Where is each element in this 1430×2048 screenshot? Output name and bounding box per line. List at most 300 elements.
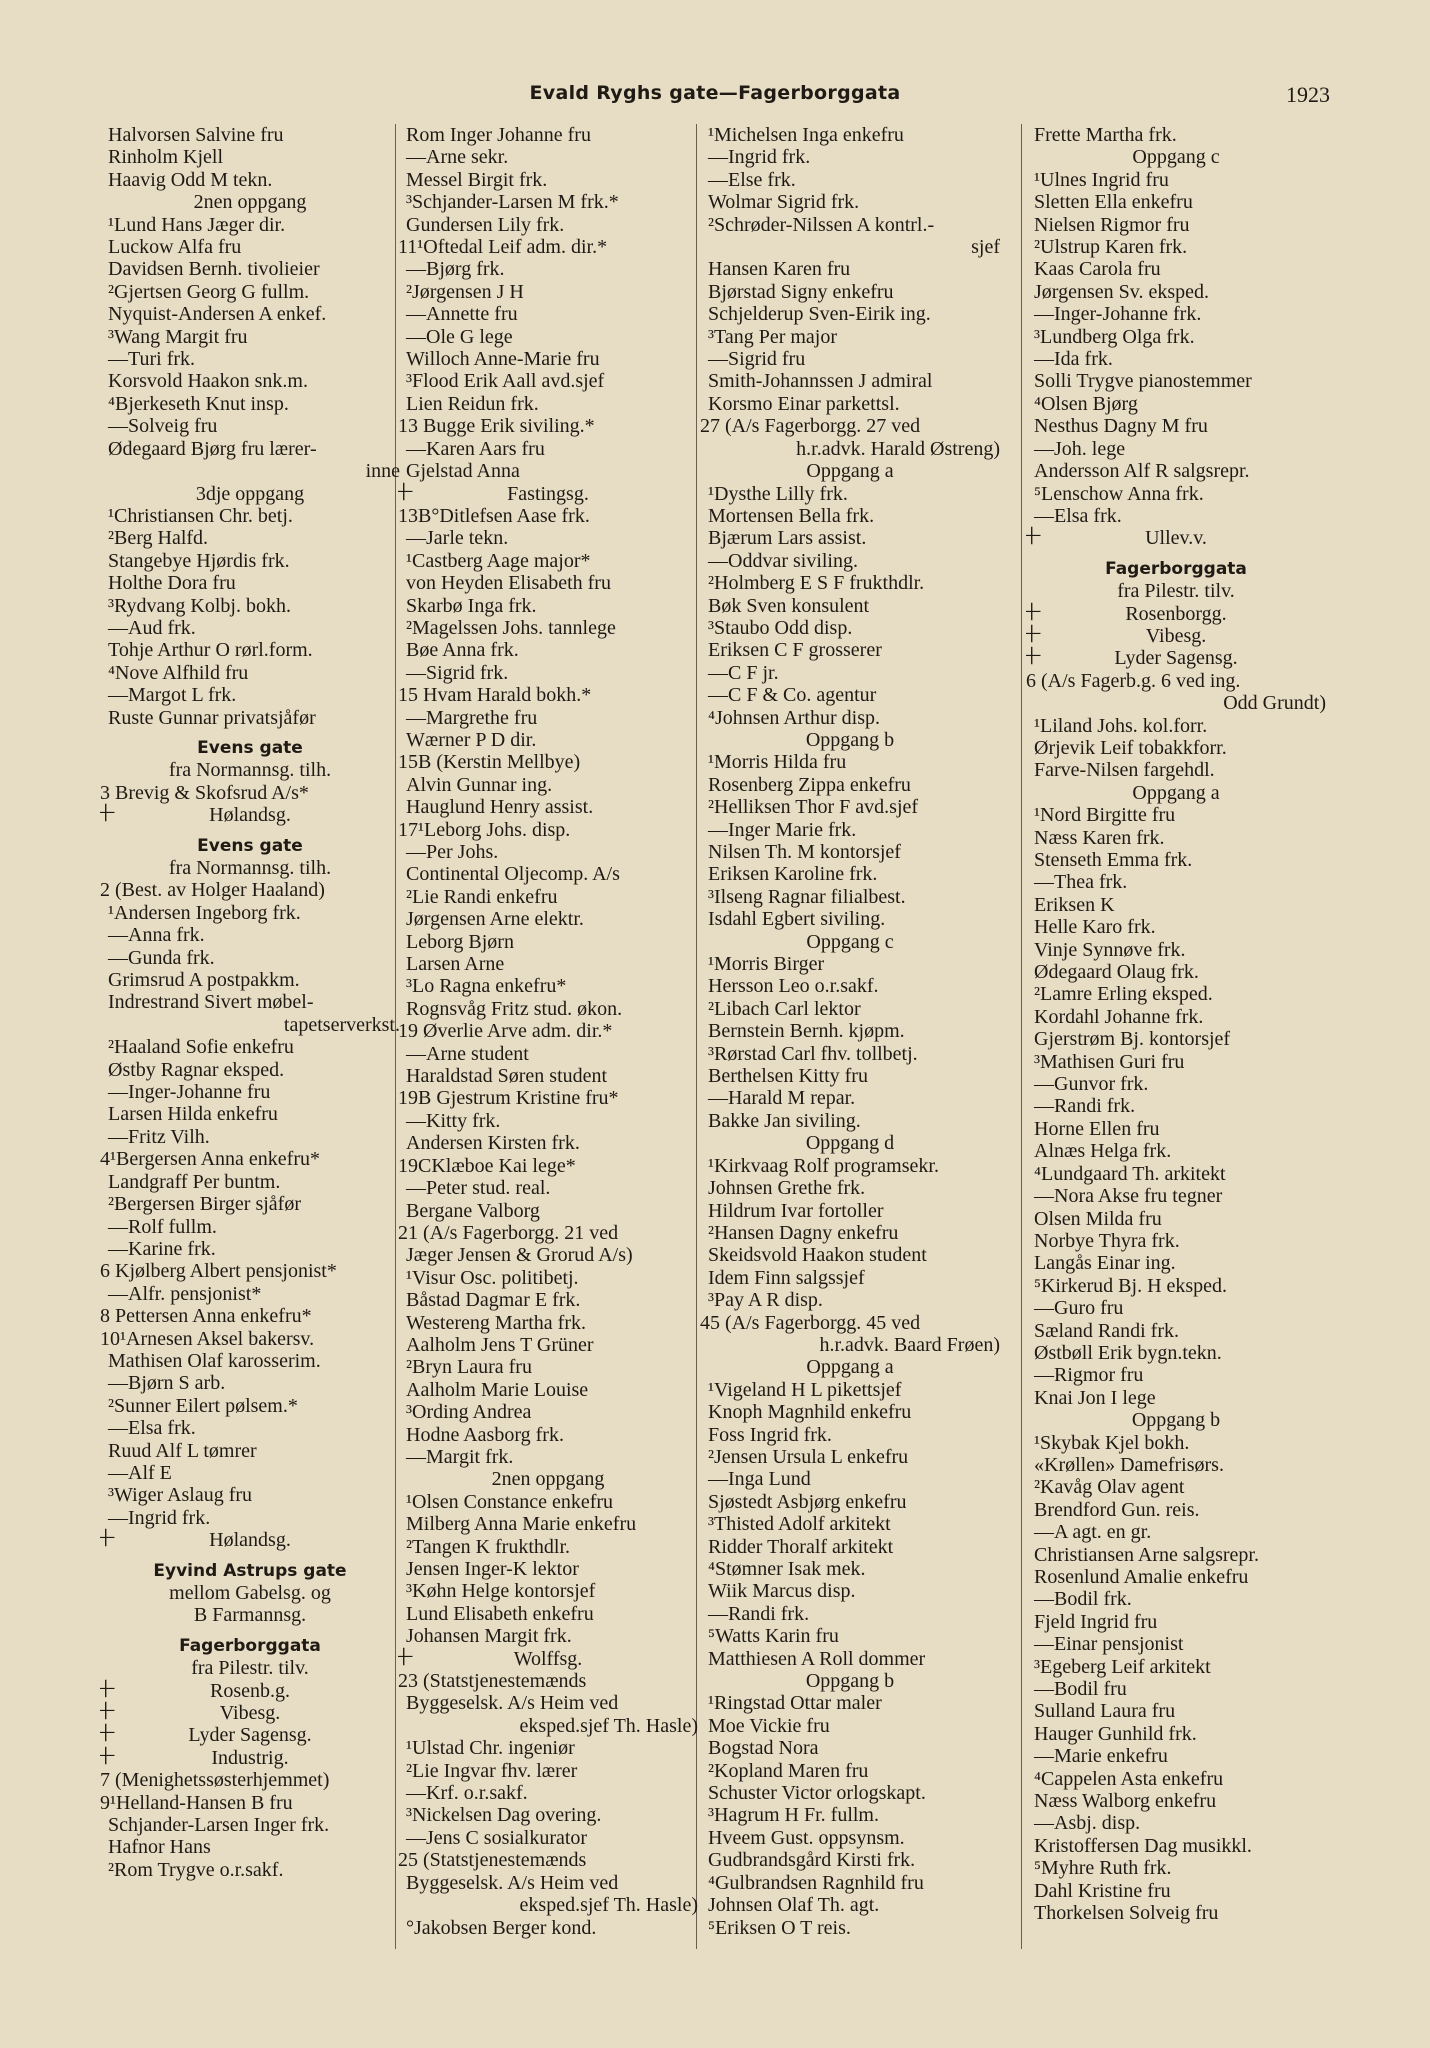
entry-line: Holthe Dora fru — [108, 572, 236, 595]
entry-line: ³Wiger Aslaug fru — [108, 1484, 253, 1507]
entry-line: —Inger Marie frk. — [708, 818, 857, 841]
entry-line: Schjander-Larsen Inger frk. — [108, 1814, 330, 1837]
house-number-line: 10¹Arnesen Aksel bakersv. — [100, 1327, 315, 1350]
entry-line: Jørgensen Sv. eksped. — [1034, 280, 1209, 303]
entry-line: ¹Ulstad Chr. ingeniør — [406, 1737, 575, 1760]
entry-line: Nielsen Rigmor fru — [1034, 213, 1190, 236]
entry-line: ¹Ulnes Ingrid fru — [1034, 168, 1169, 191]
entrance-heading: Oppgang d — [805, 1132, 895, 1155]
entry-line: Landgraff Per buntm. — [108, 1170, 281, 1193]
entry-line: Ødegaard Olaug frk. — [1034, 961, 1199, 984]
entry-line: —Elsa frk. — [1034, 504, 1122, 527]
entrance-heading: Oppgang a — [1132, 781, 1220, 804]
entry-line: ²Libach Carl lektor — [708, 997, 861, 1020]
entry-line: Aalholm Marie Louise — [406, 1378, 589, 1401]
cross-street-line: + Hølandsg. — [100, 1529, 400, 1551]
entry-line: Skarbø Inga frk. — [406, 594, 537, 617]
entry-line: Frette Martha frk. — [1034, 124, 1177, 146]
entry-line: —Inger-Johanne frk. — [1034, 303, 1202, 326]
entry-line: Ruste Gunnar privatsjåfør — [108, 706, 316, 729]
entry-line: Kaas Carola fru — [1034, 258, 1161, 281]
entry-line: Bøe Anna frk. — [406, 639, 519, 662]
entry-line: Westereng Martha frk. — [406, 1311, 586, 1334]
street-heading: Evens gate — [197, 835, 303, 856]
entry-line: ²Ulstrup Karen frk. — [1034, 236, 1188, 259]
directory-column-3 — [700, 124, 1000, 1954]
entry-line: Jørgensen Arne elektr. — [406, 908, 584, 931]
entry-line: Moe Vickie fru — [708, 1714, 830, 1737]
entry-line: ⁴Cappelen Asta enkefru — [1034, 1767, 1224, 1790]
continuation-line: tapetserverkst. — [283, 1013, 400, 1036]
entry-line: —A agt. en gr. — [1034, 1521, 1152, 1544]
entry-line: Indrestrand Sivert møbel- — [108, 991, 314, 1014]
entry-line: Rosenlund Amalie enkefru — [1034, 1566, 1249, 1588]
entry-line: ²Tangen K frukthdlr. — [406, 1535, 571, 1558]
entry-line: ⁴Stømner Isak mek. — [708, 1558, 866, 1580]
house-number-line: 2 (Best. av Holger Haaland) — [100, 879, 325, 902]
entry-line: —Alfr. pensjonist* — [108, 1282, 262, 1305]
house-number-line: 19 Øverlie Arve adm. dir.* — [398, 1020, 613, 1043]
entry-line: ²Bergersen Birger sjåfør — [108, 1193, 301, 1216]
entry-line: ¹Morris Birger — [708, 953, 825, 976]
entry-line: —Bjørn S arb. — [108, 1372, 226, 1395]
entry-line: —Ole G lege — [406, 325, 513, 348]
entry-line: —Inga Lund — [708, 1468, 811, 1491]
entry-line: Eriksen K — [1034, 893, 1115, 916]
entry-line: Berthelsen Kitty fru — [708, 1065, 868, 1088]
entrance-heading: fra Normannsg. tilh. — [168, 857, 332, 879]
entry-line: Norbye Thyra frk. — [1034, 1229, 1180, 1252]
entry-line: —Jarle tekn. — [406, 527, 509, 550]
house-number-line: 6 (A/s Fagerb.g. 6 ved ing. — [1026, 669, 1241, 692]
entry-line: —Alf E — [108, 1461, 172, 1484]
house-number-line: 23 (Statstjenestemænds — [398, 1670, 587, 1693]
entry-line: ²Kopland Maren fru — [708, 1759, 869, 1782]
entry-line: Rosenberg Zippa enkefru — [708, 773, 911, 796]
entry-line: —Sigrid fru — [708, 348, 806, 371]
entry-line: Hauger Gunhild frk. — [1034, 1722, 1197, 1745]
entry-line: ³Schjander-Larsen M frk.* — [406, 191, 619, 214]
house-number-line: 7 (Menighetssøsterhjemmet) — [100, 1769, 330, 1792]
house-number-line: 8 Pettersen Anna enkefru* — [100, 1305, 312, 1328]
page-header-title: Evald Ryghs gate—Fagerborggata — [529, 82, 901, 104]
entry-line: ³Mathisen Guri fru — [1034, 1050, 1185, 1073]
entry-line: —C F & Co. agentur — [708, 684, 877, 707]
entry-line: Bøk Sven konsulent — [708, 594, 870, 617]
entry-line: —Sigrid frk. — [406, 661, 509, 684]
entry-line: Jensen Inger-K lektor — [406, 1558, 579, 1580]
entry-line: Wærner P D dir. — [406, 728, 537, 751]
cross-street-line: + Vibesg. — [100, 1702, 400, 1724]
entry-line: Alvin Gunnar ing. — [406, 773, 553, 796]
entry-line: Byggeselsk. A/s Heim ved — [406, 1871, 619, 1894]
entrance-heading: Oppgang c — [806, 930, 894, 953]
entry-line: Jæger Jensen & Grorud A/s) — [406, 1244, 633, 1267]
entry-line: ¹Kirkvaag Rolf programsekr. — [708, 1154, 939, 1177]
entry-line: ²Gjertsen Georg G fullm. — [108, 280, 310, 303]
entry-line: —Harald M repar. — [708, 1087, 856, 1110]
entry-line: ³Pay A R disp. — [708, 1289, 823, 1312]
entry-line: Kristoffersen Dag musikkl. — [1034, 1834, 1252, 1857]
entry-line: von Heyden Elisabeth fru — [406, 572, 611, 595]
entry-line: Mortensen Bella frk. — [708, 504, 875, 527]
cross-street-line: + Lyder Sagensg. — [1026, 647, 1326, 669]
house-number-line: 15 Hvam Harald bokh.* — [398, 684, 592, 707]
entry-line: Skeidsvold Haakon student — [708, 1244, 927, 1267]
entry-line: —Inger-Johanne fru — [108, 1081, 271, 1104]
entry-line: ³Wang Margit fru — [108, 325, 248, 348]
directory-column-4 — [1026, 124, 1326, 1954]
cross-street-line: + Hølandsg. — [100, 804, 400, 826]
street-heading: Fagerborggata — [1105, 558, 1247, 579]
entry-line: Larsen Arne — [406, 953, 505, 976]
entry-line: ³Rørstad Carl fhv. tollbetj. — [708, 1042, 918, 1065]
entry-line: —Jens C sosialkurator — [406, 1826, 588, 1849]
entry-line: Knoph Magnhild enkefru — [708, 1401, 912, 1424]
entry-line: —Turi frk. — [108, 348, 196, 371]
entry-line: —Rolf fullm. — [108, 1215, 217, 1238]
cross-street-line: + Rosenb.g. — [100, 1680, 400, 1702]
entry-line: —Arne sekr. — [406, 146, 509, 169]
entrance-heading: Oppgang a — [806, 460, 894, 483]
entry-line: Ruud Alf L tømrer — [108, 1439, 257, 1462]
entry-line: ³Nickelsen Dag overing. — [406, 1804, 602, 1827]
entry-line: —Per Johs. — [406, 841, 499, 863]
entry-line: ²Helliksen Thor F avd.sjef — [708, 796, 919, 819]
entrance-heading: fra Normannsg. tilh. — [168, 759, 332, 782]
entry-line: Hveem Gust. oppsynsm. — [708, 1826, 905, 1849]
entry-line: —Bjørg frk. — [406, 258, 505, 281]
entry-line: ⁵Kirkerud Bj. H eksped. — [1034, 1274, 1228, 1297]
entry-line: ⁵Eriksen O T reis. — [708, 1916, 851, 1939]
entry-line: Dahl Kristine fru — [1034, 1879, 1171, 1902]
entry-line: Davidsen Bernh. tivolieier — [108, 258, 320, 281]
cross-street-line: + Rosenborgg. — [1026, 603, 1326, 625]
entry-line: Halvorsen Salvine fru — [108, 124, 284, 146]
entry-line: Johnsen Olaf Th. agt. — [708, 1894, 880, 1917]
entry-line: Horne Ellen fru — [1034, 1117, 1160, 1140]
entry-line: —Annette fru — [406, 303, 518, 326]
entry-line: Vinje Synnøve frk. — [1034, 938, 1186, 961]
entry-line: —Karen Aars fru — [406, 437, 545, 460]
entry-line: ²Lamre Erling eksped. — [1034, 983, 1213, 1006]
entry-line: Alnæs Helga frk. — [1034, 1140, 1172, 1163]
continuation-line: eksped.sjef Th. Hasle) — [519, 1894, 698, 1917]
entry-line: Leborg Bjørn — [406, 930, 514, 953]
entry-line: ²Schrøder-Nilssen A kontrl.- — [708, 213, 935, 236]
entry-line: Nesthus Dagny M fru — [1034, 415, 1208, 438]
continuation-line: h.r.advk. Harald Østreng) — [796, 437, 1000, 460]
entry-line: ¹Andersen Ingeborg frk. — [108, 901, 301, 924]
entry-line: Båstad Dagmar E frk. — [406, 1289, 581, 1312]
entry-line: Ødegaard Bjørg fru lærer- — [108, 437, 317, 460]
entry-line: Continental Oljecomp. A/s — [406, 863, 620, 886]
continuation-line: sjef — [971, 236, 1000, 259]
entry-line: ⁴Nove Alfhild fru — [108, 661, 249, 684]
entry-line: —Krf. o.r.sakf. — [406, 1782, 528, 1805]
entry-line: Bjærum Lars assist. — [708, 527, 867, 550]
entry-line: Grimsrud A postpakkm. — [108, 969, 300, 992]
entry-line: —Fritz Vilh. — [108, 1125, 210, 1148]
column-divider — [1021, 124, 1022, 1949]
entry-line: —Joh. lege — [1034, 437, 1126, 460]
entry-line: Korsmo Einar parkettsl. — [708, 392, 900, 415]
entry-line: Ørjevik Leif tobakkforr. — [1034, 736, 1227, 759]
entry-line: ¹Visur Osc. politibetj. — [406, 1266, 579, 1289]
street-heading: Fagerborggata — [179, 1635, 321, 1656]
entry-line: ²Bryn Laura fru — [406, 1356, 532, 1379]
entry-line: —Gunda frk. — [108, 946, 215, 969]
entry-line: Andersson Alf R salgsrepr. — [1034, 460, 1250, 483]
entry-line: Knai Jon I lege — [1034, 1386, 1156, 1409]
entry-line: ³Tang Per major — [708, 325, 838, 348]
entry-line: Helle Karo frk. — [1034, 916, 1156, 939]
entry-line: ³Egeberg Leif arkitekt — [1034, 1655, 1211, 1678]
entry-line: Lund Elisabeth enkefru — [406, 1602, 594, 1625]
entry-line: —C F jr. — [708, 661, 779, 684]
entry-line: Matthiesen A Roll dommer — [708, 1647, 926, 1670]
entry-line: Tohje Arthur O rørl.form. — [108, 639, 313, 662]
entry-line: ¹Castberg Aage major* — [406, 549, 591, 572]
entry-line: Kordahl Johanne frk. — [1034, 1005, 1204, 1028]
entry-line: ²Sunner Eilert pølsem.* — [108, 1394, 298, 1417]
entry-line: ³Thisted Adolf arkitekt — [708, 1513, 891, 1536]
entry-line: —Margot L frk. — [108, 684, 237, 707]
entry-line: ²Magelssen Johs. tannlege — [406, 616, 616, 639]
entry-line: Eriksen Karoline frk. — [708, 863, 878, 886]
entry-line: Stenseth Emma frk. — [1034, 849, 1193, 871]
entry-line: —Bodil fru — [1034, 1678, 1127, 1701]
entry-line: —Guro fru — [1034, 1297, 1124, 1320]
entry-line: ⁴Lundgaard Th. arkitekt — [1034, 1162, 1226, 1185]
entry-line: ⁴Gulbrandsen Ragnhild fru — [708, 1871, 924, 1894]
entry-line: —Gunvor frk. — [1034, 1073, 1149, 1096]
entry-line: ¹Christiansen Chr. betj. — [108, 504, 293, 527]
entry-line: °Jakobsen Berger kond. — [406, 1916, 597, 1939]
entrance-heading: mellom Gabelsg. og — [169, 1582, 331, 1604]
entry-line: ⁵Myhre Ruth frk. — [1034, 1857, 1172, 1880]
entry-line: —Asbj. disp. — [1034, 1812, 1141, 1835]
entry-line: Foss Ingrid frk. — [708, 1423, 832, 1446]
entry-line: —Ingrid frk. — [708, 146, 811, 169]
entry-line: Luckow Alfa fru — [108, 236, 242, 259]
entry-line: ¹Vigeland H L pikettsjef — [708, 1378, 902, 1401]
entry-line: ⁵Lenschow Anna frk. — [1034, 482, 1204, 505]
entry-line: ³Flood Erik Aall avd.sjef — [406, 370, 605, 393]
continuation-line: inne — [365, 460, 400, 483]
entrance-heading: Oppgang c — [1132, 146, 1220, 169]
entry-line: Byggeselsk. A/s Heim ved — [406, 1692, 619, 1715]
entry-line: ¹Michelsen Inga enkefru — [708, 124, 904, 146]
entrance-heading: Oppgang a — [806, 1356, 894, 1379]
entry-line: —Margrethe fru — [406, 706, 538, 729]
entry-line: Korsvold Haakon snk.m. — [108, 370, 308, 393]
entry-line: Østbøll Erik bygn.tekn. — [1034, 1341, 1222, 1364]
entry-line: Isdahl Egbert siviling. — [708, 908, 886, 931]
house-number-line: 11¹Oftedal Leif adm. dir.* — [398, 236, 608, 259]
entry-line: —Aud frk. — [108, 616, 196, 639]
entrance-heading: fra Pilestr. tilv. — [191, 1657, 309, 1680]
entry-line: ³Lundberg Olga frk. — [1034, 325, 1195, 348]
entry-line: —Ingrid frk. — [108, 1506, 211, 1529]
entry-line: Sulland Laura fru — [1034, 1700, 1176, 1723]
entry-line: ²Jensen Ursula L enkefru — [708, 1445, 909, 1468]
directory-column-2 — [398, 124, 698, 1954]
continuation-line: eksped.sjef Th. Hasle) — [519, 1714, 698, 1737]
entry-line: Hodne Aasborg frk. — [406, 1423, 564, 1446]
entry-line: Hansen Karen fru — [708, 258, 851, 281]
entry-line: Lien Reidun frk. — [406, 392, 539, 415]
entry-line: Rinholm Kjell — [108, 146, 223, 169]
house-number-line: 17¹Leborg Johs. disp. — [398, 818, 571, 841]
entrance-heading: 3dje oppgang — [195, 482, 305, 505]
house-number-line: 3 Brevig & Skofsrud A/s* — [100, 781, 309, 804]
house-number-line: 45 (A/s Fagerborgg. 45 ved — [700, 1311, 921, 1334]
entry-line: ²Kavåg Olav agent — [1034, 1476, 1185, 1499]
continuation-line: h.r.advk. Baard Frøen) — [819, 1333, 1000, 1356]
entry-line: ⁴Bjerkeseth Knut insp. — [108, 392, 289, 415]
entry-line: Østby Ragnar eksped. — [108, 1058, 285, 1081]
entry-line: Milberg Anna Marie enkefru — [406, 1513, 637, 1536]
entry-line: Bernstein Bernh. kjøpm. — [708, 1020, 905, 1043]
entry-line: Rom Inger Johanne fru — [406, 124, 591, 146]
entry-line: Sjøstedt Asbjørg enkefru — [708, 1490, 907, 1513]
entry-line: Andersen Kirsten frk. — [406, 1132, 580, 1155]
entry-line: ³Ording Andrea — [406, 1401, 532, 1424]
entry-line: Eriksen C F grosserer — [708, 639, 882, 662]
entry-line: —Randi frk. — [708, 1602, 810, 1625]
entrance-heading: Oppgang b — [805, 1670, 895, 1693]
entry-line: —Nora Akse fru tegner — [1034, 1185, 1223, 1208]
entry-line: —Karine frk. — [108, 1237, 216, 1260]
entry-line: —Randi frk. — [1034, 1095, 1136, 1118]
entry-line: ¹Ringstad Ottar maler — [708, 1692, 882, 1715]
entry-line: Fjeld Ingrid fru — [1034, 1610, 1158, 1633]
entry-line: —Else frk. — [708, 168, 796, 191]
entry-line: Larsen Hilda enkefru — [108, 1103, 278, 1126]
entry-line: Schuster Victor orlogskapt. — [708, 1782, 926, 1805]
entry-line: ³Lo Ragna enkefru* — [406, 975, 567, 998]
house-number-line: 19CKlæboe Kai lege* — [398, 1154, 576, 1177]
entry-line: ¹Liland Johs. kol.forr. — [1034, 714, 1208, 737]
entry-line: —Rigmor fru — [1034, 1364, 1144, 1387]
entry-line: ⁵Watts Karin fru — [708, 1625, 839, 1648]
entrance-heading: Oppgang b — [1131, 1409, 1221, 1432]
entry-line: ³Staubo Odd disp. — [708, 616, 853, 639]
entry-line: ¹Lund Hans Jæger dir. — [108, 213, 286, 236]
entry-line: Sæland Randi frk. — [1034, 1319, 1179, 1342]
entry-line: Thorkelsen Solveig fru — [1034, 1902, 1219, 1925]
entrance-heading: 2nen oppgang — [193, 191, 307, 214]
entry-line: Hafnor Hans — [108, 1836, 211, 1859]
entry-line: Farve-Nilsen fargehdl. — [1034, 759, 1215, 782]
entry-line: ³Ilseng Ragnar filialbest. — [708, 885, 906, 908]
entry-line: —Ida frk. — [1034, 348, 1113, 371]
entry-line: Hildrum Ivar fortoller — [708, 1199, 884, 1222]
entry-line: Solli Trygve pianostemmer — [1034, 370, 1252, 393]
entry-line: ¹Olsen Constance enkefru — [406, 1490, 614, 1513]
entry-line: Næss Walborg enkefru — [1034, 1790, 1217, 1813]
entry-line: Haavig Odd M tekn. — [108, 168, 273, 191]
entry-line: —Marie enkefru — [1034, 1745, 1168, 1768]
entry-line: ¹Nord Birgitte fru — [1034, 804, 1176, 827]
entrance-heading: B Farmannsg. — [193, 1604, 307, 1627]
house-number-line: 6 Kjølberg Albert pensjonist* — [100, 1260, 337, 1283]
page-number: 1923 — [1286, 82, 1330, 107]
directory-column-1 — [100, 124, 400, 1954]
entry-line: Gjerstrøm Bj. kontorsjef — [1034, 1028, 1231, 1051]
entry-line: Olsen Milda fru — [1034, 1207, 1162, 1230]
entry-line: —Oddvar siviling. — [708, 549, 858, 572]
entry-line: ²Hansen Dagny enkefru — [708, 1221, 899, 1244]
entry-line: Christiansen Arne salgsrepr. — [1034, 1543, 1259, 1566]
entry-line: Gjelstad Anna — [406, 460, 520, 483]
house-number-line: 21 (A/s Fagerborgg. 21 ved — [398, 1221, 619, 1244]
cross-street-line: + Vibesg. — [1026, 625, 1326, 647]
entry-line: —Elsa frk. — [108, 1417, 196, 1440]
entry-line: —Kitty frk. — [406, 1109, 501, 1132]
entry-line: Hauglund Henry assist. — [406, 796, 594, 819]
entry-line: Willoch Anne-Marie fru — [406, 348, 600, 371]
house-number-line: 9¹Helland-Hansen B fru — [100, 1791, 293, 1814]
entry-line: ⁴Olsen Bjørg — [1034, 392, 1138, 415]
entry-line: ³Rydvang Kolbj. bokh. — [108, 594, 291, 617]
entry-line: ²Rom Trygve o.r.sakf. — [108, 1858, 284, 1881]
entry-line: Langås Einar ing. — [1034, 1252, 1176, 1275]
entry-line: Sletten Ella enkefru — [1034, 191, 1193, 214]
house-number-line: 13 Bugge Erik siviling.* — [398, 415, 595, 438]
house-number-line: 4¹Bergersen Anna enkefru* — [100, 1148, 320, 1171]
entrance-heading: Oppgang b — [805, 728, 895, 751]
entry-line: ²Holmberg E S F frukthdlr. — [708, 572, 925, 595]
entry-line: —Margit frk. — [406, 1445, 514, 1468]
house-number-line: 15B (Kerstin Mellbye) — [398, 751, 581, 774]
house-number-line: 13B°Ditlefsen Aase frk. — [398, 504, 590, 527]
entry-line: ¹Dysthe Lilly frk. — [708, 482, 848, 505]
entry-line: Ridder Thoralf arkitekt — [708, 1535, 894, 1558]
entry-line: Rognsvåg Fritz stud. økon. — [406, 997, 623, 1020]
entry-line: Stangebye Hjørdis frk. — [108, 549, 290, 572]
entry-line: Johnsen Grethe frk. — [708, 1177, 866, 1200]
entry-line: ²Berg Halfd. — [108, 527, 209, 550]
cross-street-line: + Fastingsg. — [398, 483, 698, 505]
house-number-line: 19B Gjestrum Kristine fru* — [398, 1087, 619, 1110]
entry-line: Bjørstad Signy enkefru — [708, 280, 894, 303]
entry-line: Hersson Leo o.r.sakf. — [708, 975, 879, 998]
entry-line: ²Lie Ingvar fhv. lærer — [406, 1759, 578, 1782]
entry-line: ³Køhn Helge kontorsjef — [406, 1580, 596, 1603]
cross-street-line: + Ullev.v. — [1026, 527, 1326, 549]
entry-line: Johansen Margit frk. — [406, 1625, 572, 1648]
entry-line: Gundersen Lily frk. — [406, 213, 565, 236]
entry-line: ¹Skybak Kjel bokh. — [1034, 1431, 1190, 1454]
entry-line: —Anna frk. — [108, 924, 205, 947]
entry-line: Bogstad Nora — [708, 1737, 819, 1760]
entry-line: —Solveig fru — [108, 415, 218, 438]
entry-line: Næss Karen frk. — [1034, 826, 1165, 849]
house-number-line: 27 (A/s Fagerborgg. 27 ved — [700, 415, 921, 438]
entry-line: Brendford Gun. reis. — [1034, 1498, 1200, 1521]
entry-line: —Einar pensjonist — [1034, 1633, 1184, 1656]
entry-line: Nyquist-Andersen A enkef. — [108, 303, 327, 326]
entry-line: —Arne student — [406, 1042, 529, 1065]
entry-line: Idem Finn salgssjef — [708, 1266, 865, 1289]
cross-street-line: + Wolffsg. — [398, 1648, 698, 1670]
entrance-heading: fra Pilestr. tilv. — [1117, 580, 1235, 603]
entry-line: Mathisen Olaf karosserim. — [108, 1349, 321, 1372]
cross-street-line: + Lyder Sagensg. — [100, 1724, 400, 1746]
entry-line: ²Haaland Sofie enkefru — [108, 1036, 294, 1059]
